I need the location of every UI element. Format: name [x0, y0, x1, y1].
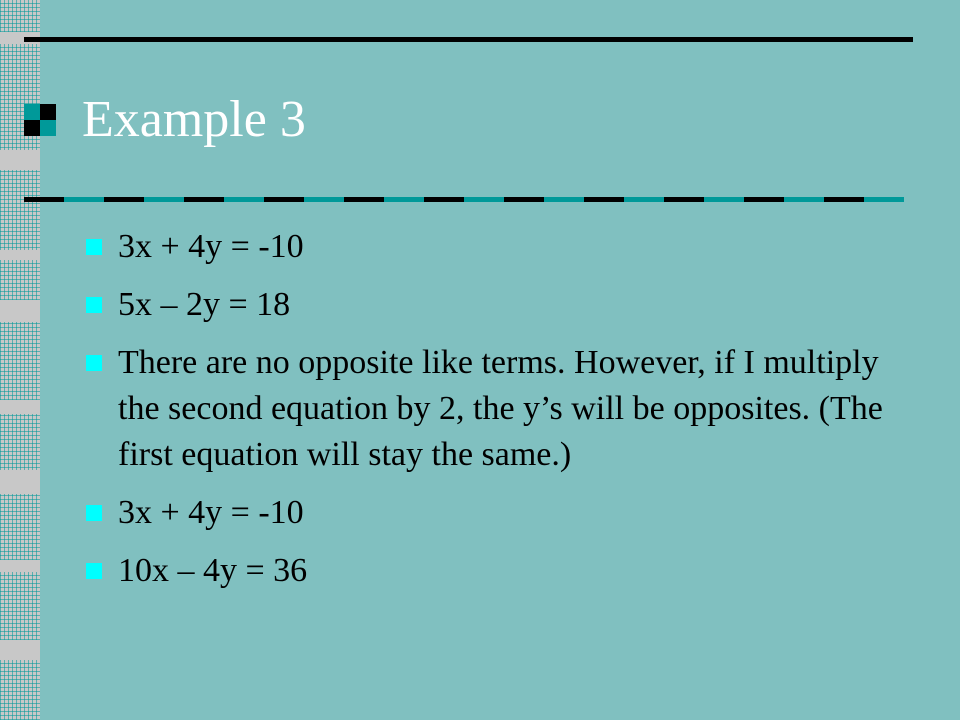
- bullet-text: 3x + 4y = -10: [118, 494, 304, 531]
- square-bullet-icon: [86, 505, 102, 521]
- bullet-item: [86, 224, 906, 270]
- square-bullet-icon: [86, 297, 102, 313]
- top-rule: [24, 37, 913, 42]
- square-bullet-icon: [86, 239, 102, 255]
- bullet-item: [86, 490, 906, 536]
- dashed-divider: [24, 197, 904, 202]
- bullet-item: [86, 282, 906, 328]
- bullet-text: There are no opposite like terms. However, if I multiply the second equation by 2, the y’s will be opposites. (The first equation will stay the same.): [118, 344, 883, 473]
- bullet-item: [86, 340, 906, 478]
- square-bullet-icon: [86, 355, 102, 371]
- slide-title: Example 3: [82, 91, 306, 148]
- square-bullet-icon: [86, 563, 102, 579]
- bullet-item: [86, 548, 906, 594]
- bullet-text: 10x – 4y = 36: [118, 552, 308, 589]
- bullet-list: [86, 224, 906, 594]
- bullet-text: 5x – 2y = 18: [118, 286, 291, 323]
- checker-square-icon: [24, 104, 56, 136]
- bullet-text: 3x + 4y = -10: [118, 228, 304, 265]
